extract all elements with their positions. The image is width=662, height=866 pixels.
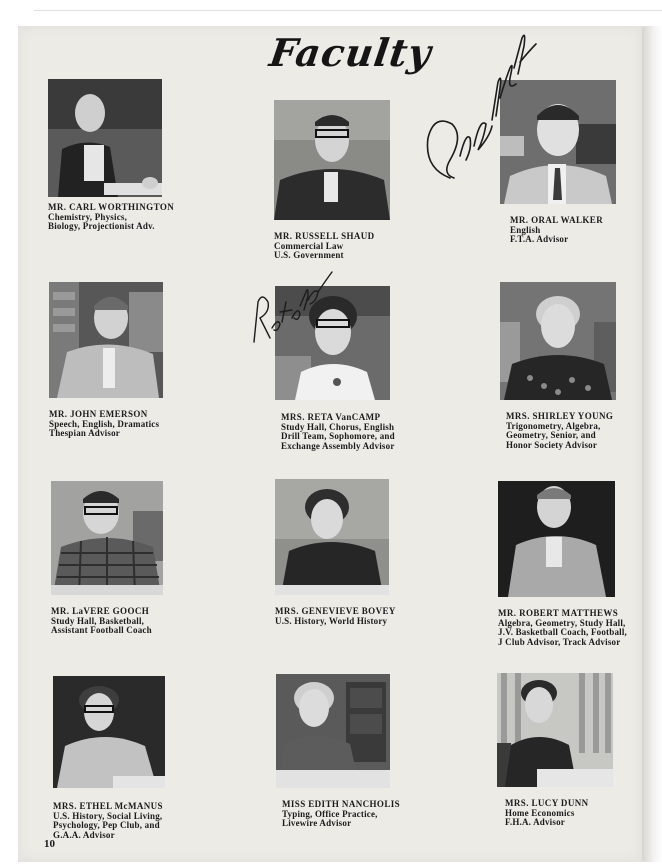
- faculty-role: Study Hall, Chorus, English: [281, 421, 395, 432]
- faculty-card-nancholis: [276, 674, 432, 829]
- faculty-name: MISS EDITH NANCHOLIS: [282, 799, 401, 809]
- faculty-name: MR. ROBERT MATTHEWS: [498, 608, 619, 618]
- faculty-card-gooch: [51, 481, 191, 636]
- faculty-card-matthews: [498, 481, 648, 647]
- faculty-role: Commercial Law: [274, 240, 344, 251]
- faculty-card-emerson: [49, 282, 189, 439]
- portrait-photo: [49, 282, 163, 398]
- faculty-role: Chemistry, Physics,: [48, 211, 128, 222]
- faculty-role: Study Hall, Basketball,: [51, 615, 145, 626]
- faculty-role: U.S. Government: [274, 250, 344, 261]
- faculty-card-mcmanus: [53, 676, 193, 840]
- faculty-role: F.H.A. Advisor: [505, 817, 565, 828]
- faculty-role: U.S. History, World History: [275, 615, 388, 626]
- faculty-name: MR. ORAL WALKER: [510, 215, 604, 225]
- faculty-role: Drill Team, Sophomore, and: [281, 431, 395, 442]
- faculty-name: MR. LaVERE GOOCH: [51, 606, 150, 616]
- faculty-role: G.A.A. Advisor: [53, 829, 115, 840]
- faculty-name: MRS. GENEVIEVE BOVEY: [275, 606, 396, 616]
- faculty-card-dunn: [497, 673, 645, 828]
- faculty-role: U.S. History, Social Living,: [53, 810, 163, 821]
- faculty-role: Typing, Office Practice,: [282, 808, 378, 819]
- faculty-name: MRS. RETA VanCAMP: [281, 412, 381, 422]
- faculty-role: Trigonometry, Algebra,: [506, 420, 601, 431]
- faculty-name: MR. JOHN EMERSON: [49, 409, 148, 419]
- portrait-photo: [275, 286, 390, 400]
- portrait-photo: [48, 79, 162, 197]
- faculty-role: Biology, Projectionist Adv.: [48, 221, 155, 232]
- faculty-role: Psychology, Pep Club, and: [53, 820, 160, 831]
- portrait-photo: [53, 676, 165, 788]
- faculty-role: Assistant Football Coach: [51, 625, 152, 636]
- portrait-photo: [500, 282, 616, 400]
- faculty-name: MRS. ETHEL McMANUS: [53, 801, 163, 811]
- faculty-card-walker: [500, 80, 630, 245]
- portrait-photo: [276, 674, 390, 788]
- portrait-photo: [275, 479, 389, 595]
- page-top-rule: [34, 10, 662, 11]
- faculty-role: Geometry, Senior, and: [506, 430, 596, 441]
- portrait-photo: [497, 673, 613, 787]
- portrait-photo: [500, 80, 616, 204]
- faculty-card-worthington: [48, 79, 188, 232]
- faculty-card-bovey: [275, 479, 425, 626]
- faculty-role: Home Economics: [505, 807, 575, 818]
- faculty-name: MRS. LUCY DUNN: [505, 798, 589, 808]
- portrait-photo: [51, 481, 163, 595]
- faculty-role: Livewire Advisor: [282, 818, 352, 829]
- faculty-name: MRS. SHIRLEY YOUNG: [506, 411, 614, 421]
- portrait-photo: [274, 100, 390, 220]
- faculty-role: English: [510, 224, 541, 235]
- page-title: Faculty: [266, 30, 435, 75]
- faculty-role: J Club Advisor, Track Advisor: [498, 636, 621, 647]
- faculty-name: MR. CARL WORTHINGTON: [48, 202, 175, 212]
- portrait-photo: [498, 481, 615, 597]
- faculty-name: MR. RUSSELL SHAUD: [274, 231, 375, 241]
- faculty-role: Honor Society Advisor: [506, 439, 598, 450]
- faculty-card-vancamp: [275, 286, 431, 451]
- faculty-role: F.T.A. Advisor: [510, 234, 569, 245]
- faculty-role: Thespian Advisor: [49, 428, 120, 439]
- faculty-role: Algebra, Geometry, Study Hall,: [498, 617, 626, 628]
- faculty-card-shaud: [274, 100, 414, 261]
- faculty-role: J.V. Basketball Coach, Football,: [498, 627, 627, 638]
- faculty-card-young: [500, 282, 646, 450]
- page-number: 10: [44, 838, 55, 850]
- faculty-role: Speech, English, Dramatics: [49, 418, 160, 429]
- faculty-role: Exchange Assembly Advisor: [281, 440, 395, 451]
